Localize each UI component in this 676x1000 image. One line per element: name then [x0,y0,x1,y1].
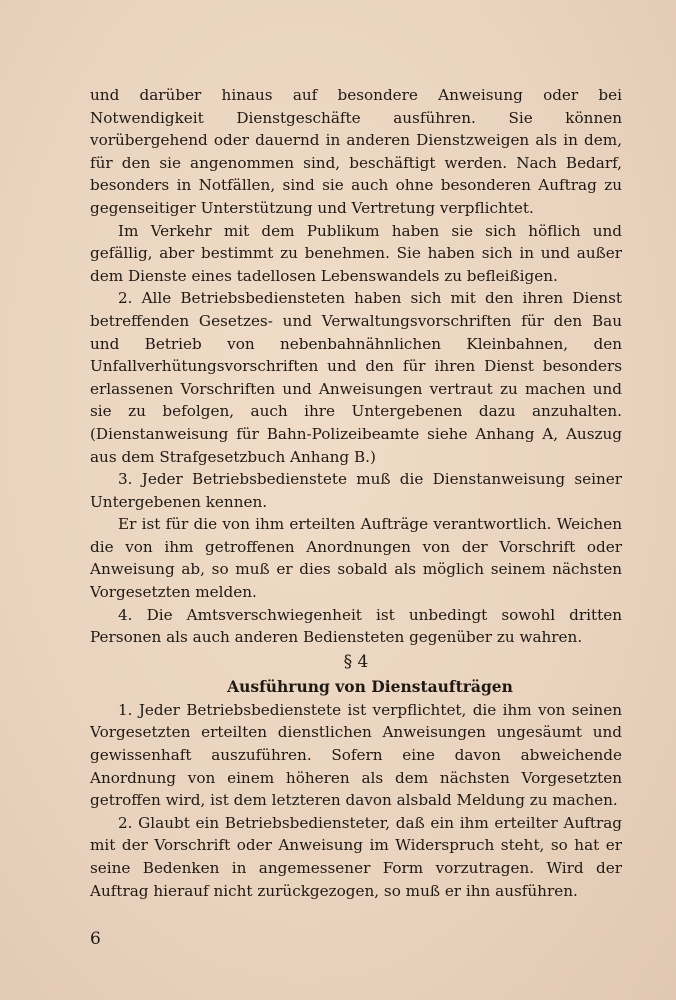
section-mark: § 4 [343,651,369,672]
page-number: 6 [90,929,101,949]
paragraph-3: 3. Jeder Betriebsbedienstete muß die Dienstanweisung seiner Untergebenen kennen. [90,470,622,511]
body-text [90,84,622,902]
section-paragraph-1: 1. Jeder Betriebsbedienstete ist verpflichtet, die ihm von seinen Vorgesetzten erteilten dienstlichen Anweisungen ungesäumt und gewissenhaft auszuführen. Sofern eine davon abweichende Anordnung von einem höheren als dem nächsten Vorgesetzten getroffen wird, ist dem letzteren davon alsbald Meldung zu machen. [90,700,622,810]
paragraph-4: 4. Die Amtsverschwiegenheit ist unbedingt sowohl dritten Personen als auch anderen Bediensteten gegenüber zu wahren. [90,605,622,647]
paragraph-responsibility: Er ist für die von ihm erteilten Aufträge verantwortlich. Weichen die von ihm getroffenen Anordnungen von der Vorschrift oder Anweisung ab, so muß er dies sobald als möglich seinem nächsten Vorgesetzten melden. [90,515,622,602]
paragraph-public-conduct: Im Verkehr mit dem Publikum haben sie sich höflich und gefällig, aber bestimmt zu benehmen. Sie haben sich in und außer dem Dienste eines tadellosen Lebenswandels zu befleißigen. [90,221,622,285]
paragraph-2: 2. Alle Betriebsbediensteten haben sich mit den ihren Dienst betreffenden Gesetzes- und Verwaltungsvorschriften für den Bau und Betrieb von nebenbahnähnlichen Kleinbahnen, den Unfallverhütungsvorschriften und den für ihren Dienst besonders erlassenen Vorschriften und Anweisungen vertraut zu machen und sie zu befolgen, auch ihre Untergebenen dazu anzuhalten. (Dienstanweisung für Bahn-Polizeibeamte siehe Anhang A, Auszug aus dem Strafgesetzbuch Anhang B.) [90,289,622,466]
section-title: Ausführung von Dienstaufträgen [227,676,513,696]
paragraph-continuation: und darüber hinaus auf besondere Anweisung oder bei Notwendigkeit Dienstgeschäfte ausführen. Sie können vorübergehend oder dauernd in anderen Dienstzweigen als in dem, für den sie angenommen sind, beschäftigt werden. Nach Bedarf, besonders in Notfällen, sind sie auch ohne besonderen Auftrag zu gegenseitiger Unterstützung und Vertretung verpflichtet. [90,86,622,217]
section-paragraph-2: 2. Glaubt ein Betriebsbediensteter, daß ein ihm erteilter Auftrag mit der Vorschrift oder Anweisung im Widerspruch steht, so hat er seine Bedenken in angemessener Form vorzutragen. Wird der Auftrag hierauf nicht zurückgezogen, so muß er ihn ausführen. [90,813,622,900]
